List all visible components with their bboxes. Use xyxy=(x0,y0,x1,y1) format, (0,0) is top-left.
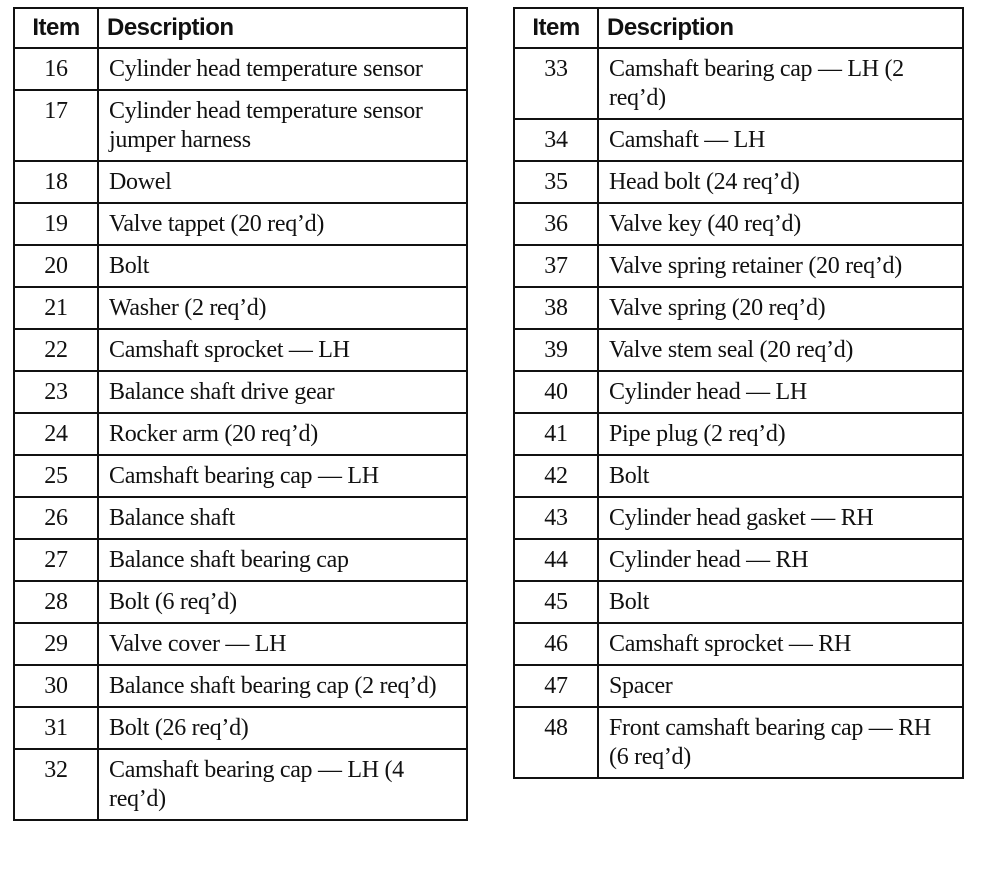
table-row xyxy=(14,581,467,623)
item-description: Bolt xyxy=(598,581,963,623)
item-description: Valve cover — LH xyxy=(98,623,467,665)
item-description: Camshaft sprocket — RH xyxy=(598,623,963,665)
table-row xyxy=(14,497,467,539)
table-row xyxy=(14,623,467,665)
item-column-header: Item xyxy=(14,8,98,48)
item-description: Valve spring retainer (20 req’d) xyxy=(598,245,963,287)
item-number: 35 xyxy=(514,161,598,203)
table-row xyxy=(514,455,963,497)
item-number: 23 xyxy=(14,371,98,413)
table-row xyxy=(14,90,467,161)
item-description: Valve key (40 req’d) xyxy=(598,203,963,245)
table-row xyxy=(514,119,963,161)
item-number: 37 xyxy=(514,245,598,287)
table-row xyxy=(514,623,963,665)
item-description: Cylinder head — LH xyxy=(598,371,963,413)
item-number: 38 xyxy=(514,287,598,329)
table-row xyxy=(14,329,467,371)
item-description: Balance shaft drive gear xyxy=(98,371,467,413)
item-number: 20 xyxy=(14,245,98,287)
item-number: 26 xyxy=(14,497,98,539)
item-number: 47 xyxy=(514,665,598,707)
table-row xyxy=(514,581,963,623)
item-number: 40 xyxy=(514,371,598,413)
table-row xyxy=(514,48,963,119)
item-number: 19 xyxy=(14,203,98,245)
item-description: Cylinder head — RH xyxy=(598,539,963,581)
item-number: 28 xyxy=(14,581,98,623)
table-row xyxy=(514,707,963,778)
table-row xyxy=(14,245,467,287)
table-row xyxy=(514,413,963,455)
item-description: Rocker arm (20 req’d) xyxy=(98,413,467,455)
item-description: Cylinder head temperature sensor jumper harness xyxy=(98,90,467,161)
parts-table-right xyxy=(513,7,964,779)
item-number: 39 xyxy=(514,329,598,371)
item-number: 44 xyxy=(514,539,598,581)
item-number: 22 xyxy=(14,329,98,371)
item-number: 31 xyxy=(14,707,98,749)
item-description: Dowel xyxy=(98,161,467,203)
item-description: Bolt xyxy=(98,245,467,287)
item-number: 41 xyxy=(514,413,598,455)
header-row xyxy=(14,8,467,48)
table-row xyxy=(514,287,963,329)
table-row xyxy=(514,665,963,707)
item-description: Bolt (26 req’d) xyxy=(98,707,467,749)
item-description: Front camshaft bearing cap — RH (6 req’d) xyxy=(598,707,963,778)
item-number: 33 xyxy=(514,48,598,119)
table-row xyxy=(514,329,963,371)
item-number: 34 xyxy=(514,119,598,161)
item-number: 46 xyxy=(514,623,598,665)
item-description: Balance shaft bearing cap (2 req’d) xyxy=(98,665,467,707)
table-row xyxy=(514,371,963,413)
description-column-header: Description xyxy=(98,8,467,48)
table-row xyxy=(14,161,467,203)
item-description: Spacer xyxy=(598,665,963,707)
item-description: Head bolt (24 req’d) xyxy=(598,161,963,203)
header-row xyxy=(514,8,963,48)
item-number: 16 xyxy=(14,48,98,90)
table-row xyxy=(14,707,467,749)
item-description: Valve spring (20 req’d) xyxy=(598,287,963,329)
parts-table-left xyxy=(13,7,468,821)
item-number: 24 xyxy=(14,413,98,455)
table-row xyxy=(14,413,467,455)
item-number: 45 xyxy=(514,581,598,623)
item-number: 42 xyxy=(514,455,598,497)
item-number: 36 xyxy=(514,203,598,245)
table-row xyxy=(14,539,467,581)
item-number: 17 xyxy=(14,90,98,161)
description-column-header: Description xyxy=(598,8,963,48)
item-description: Camshaft bearing cap — LH (4 req’d) xyxy=(98,749,467,820)
table-row xyxy=(14,48,467,90)
item-description: Bolt (6 req’d) xyxy=(98,581,467,623)
item-description: Balance shaft bearing cap xyxy=(98,539,467,581)
item-description: Cylinder head gasket — RH xyxy=(598,497,963,539)
table-row xyxy=(14,455,467,497)
item-number: 25 xyxy=(14,455,98,497)
table-row xyxy=(514,161,963,203)
item-number: 43 xyxy=(514,497,598,539)
table-row xyxy=(14,749,467,820)
item-number: 32 xyxy=(14,749,98,820)
item-number: 29 xyxy=(14,623,98,665)
item-number: 30 xyxy=(14,665,98,707)
table-row xyxy=(514,203,963,245)
item-number: 18 xyxy=(14,161,98,203)
item-description: Bolt xyxy=(598,455,963,497)
table-row xyxy=(14,203,467,245)
table-row xyxy=(14,371,467,413)
item-description: Pipe plug (2 req’d) xyxy=(598,413,963,455)
item-description: Balance shaft xyxy=(98,497,467,539)
table-row xyxy=(514,539,963,581)
table-row xyxy=(14,665,467,707)
item-number: 21 xyxy=(14,287,98,329)
item-description: Cylinder head temperature sensor xyxy=(98,48,467,90)
item-description: Valve tappet (20 req’d) xyxy=(98,203,467,245)
item-description: Camshaft — LH xyxy=(598,119,963,161)
item-description: Camshaft sprocket — LH xyxy=(98,329,467,371)
item-description: Valve stem seal (20 req’d) xyxy=(598,329,963,371)
table-row xyxy=(14,287,467,329)
item-description: Camshaft bearing cap — LH xyxy=(98,455,467,497)
item-description: Camshaft bearing cap — LH (2 req’d) xyxy=(598,48,963,119)
item-number: 48 xyxy=(514,707,598,778)
item-description: Washer (2 req’d) xyxy=(98,287,467,329)
table-row xyxy=(514,497,963,539)
item-number: 27 xyxy=(14,539,98,581)
table-row xyxy=(514,245,963,287)
item-column-header: Item xyxy=(514,8,598,48)
